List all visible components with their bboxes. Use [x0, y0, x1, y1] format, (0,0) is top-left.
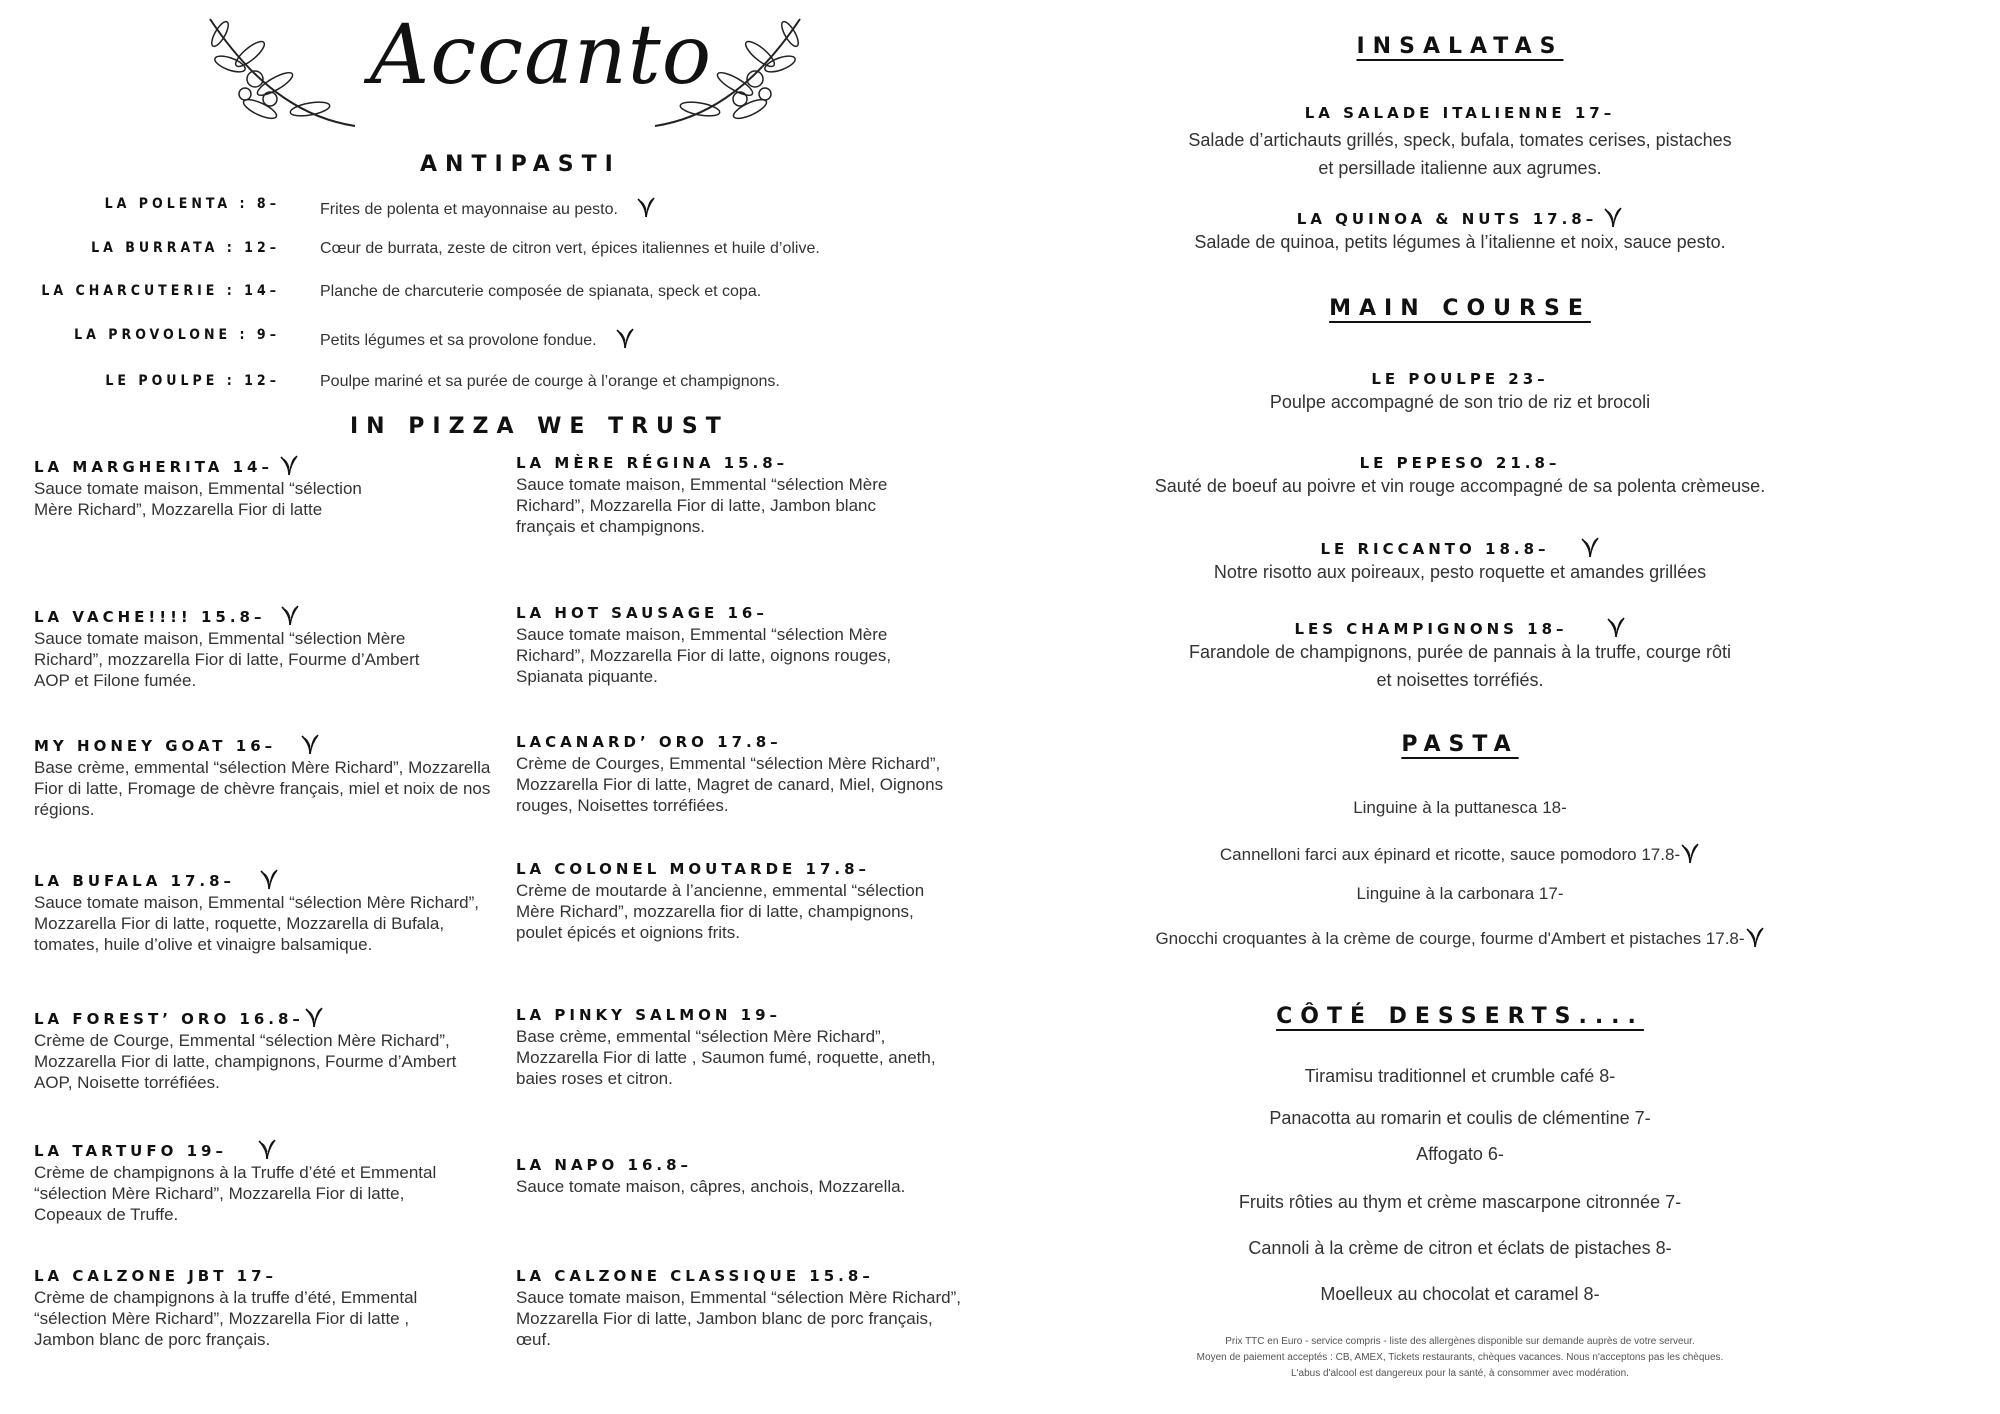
vegetarian-leaf-icon: [279, 454, 299, 476]
footer-notes: [1140, 1334, 1780, 1382]
pizza-name: LA HOT SAUSAGE 16–: [516, 604, 768, 622]
pizza-name: LA FOREST’ ORO 16.8–: [34, 1006, 494, 1028]
vegetarian-leaf-icon: [257, 1138, 277, 1160]
antipasti-item-name: LA CHARCUTERIE : 14–: [41, 283, 280, 299]
pizza-item: [34, 868, 494, 955]
pasta-item: Cannelloni farci aux épinard et ricotte, sauce pomodoro 17.8-: [1140, 842, 1780, 865]
dessert-item: Affogato 6-: [1416, 1144, 1504, 1164]
pizza-desc: Base crème, emmental “sélection Mère Richard”, Mozzarella Fior di latte, Fromage de chèvre français, miel et noix de nos régions.: [34, 758, 491, 819]
main-item: [1140, 536, 1780, 586]
pasta-title: PASTA: [1401, 732, 1519, 757]
pizza-item: [516, 454, 936, 537]
pizza-desc: Sauce tomate maison, Emmental “sélection Mère Richard”, Mozzarella Fior di latte, roquette, Mozzarella di Bufala, tomates, huile d’olive et vinaigre balsamique.: [34, 893, 480, 954]
pizza-name: LA BUFALA 17.8–: [34, 868, 494, 890]
footer-line: Moyen de paiement acceptés : CB, AMEX, Tickets restaurants, chèques vacances. Nous n'acceptons pas les chèques.: [1196, 1352, 1724, 1363]
olive-branch-left-icon: [190, 14, 360, 149]
dessert-item: Fruits rôties au thym et crème mascarpone citronnée 7-: [1238, 1192, 1682, 1212]
pasta-item: Linguine à la puttanesca 18-: [1353, 798, 1567, 817]
pizza-name: LA COLONEL MOUTARDE 17.8–: [516, 860, 871, 878]
pizza-desc: Sauce tomate maison, Emmental “sélection Mère Richard”, mozzarella Fior di latte, Fourme d’Ambert AOP et Filone fumée.: [34, 629, 420, 690]
pizza-desc: Sauce tomate maison, Emmental “sélection Mère Richard”, Mozzarella Fior di latte: [34, 479, 362, 519]
footer-line: L'abus d'alcool est dangereux pour la santé, à consommer avec modération.: [1291, 1368, 1629, 1379]
pizza-name: LACANARD’ ORO 17.8–: [516, 733, 782, 751]
insalata-item: [1140, 104, 1780, 182]
antipasti-item-name: LA PROVOLONE : 9–: [74, 327, 280, 343]
pizza-desc: Sauce tomate maison, Emmental “sélection Mère Richard”, Mozzarella Fior di latte, Jambon blanc français et champignons.: [516, 475, 888, 536]
main-desc: Notre risotto aux poireaux, pesto roquette et amandes grillées: [1213, 562, 1707, 582]
pizza-section-title: IN PIZZA WE TRUST: [350, 414, 729, 439]
main-course-title: MAIN COURSE: [1329, 296, 1591, 321]
pizza-item: [516, 733, 946, 816]
antipasti-item-name: LA BURRATA : 12–: [91, 240, 280, 256]
main-name: LE POULPE 23–: [1371, 370, 1549, 388]
vegetarian-leaf-icon: [615, 327, 635, 349]
antipasti-item-desc: Planche de charcuterie composée de spianata, speck et copa.: [320, 283, 762, 300]
vegetarian-leaf-icon: [300, 733, 320, 755]
pizza-item: [34, 1006, 494, 1093]
pizza-item: [516, 604, 936, 687]
main-item: [1140, 454, 1780, 500]
dessert-item: Panacotta au romarin et coulis de clémentine 7-: [1269, 1108, 1651, 1128]
vegetarian-leaf-icon: [1580, 536, 1600, 558]
pizza-item: [516, 860, 956, 943]
pizza-item: [34, 1138, 474, 1225]
pizza-desc: Base crème, emmental “sélection Mère Richard”, Mozzarella Fior di latte , Saumon fumé, roquette, aneth, baies roses et citron.: [516, 1027, 936, 1088]
vegetarian-leaf-icon: [1680, 842, 1700, 864]
antipasti-item-desc: Frites de polenta et mayonnaise au pesto.: [320, 196, 656, 219]
pizza-item: [516, 1156, 956, 1197]
pizza-item: [34, 733, 494, 820]
pizza-item: [34, 1267, 454, 1350]
main-item: [1140, 616, 1780, 694]
pizza-desc: Crème de Courges, Emmental “sélection Mère Richard”, Mozzarella Fior di latte, Magret de canard, Miel, Oignons rouges, Noisettes torréfiées.: [516, 754, 944, 815]
pizza-desc: Crème de champignons à la truffe d’été, Emmental “sélection Mère Richard”, Mozzarella Fior di latte , Jambon blanc de porc français.: [34, 1288, 418, 1349]
pizza-name: LA VACHE!!!! 15.8–: [34, 604, 434, 626]
pizza-name: MY HONEY GOAT 16–: [34, 733, 494, 755]
pasta-item: Gnocchi croquantes à la crème de courge, fourme d'Ambert et pistaches 17.8-: [1140, 926, 1780, 949]
dessert-item: Cannoli à la crème de citron et éclats de pistaches 8-: [1248, 1238, 1672, 1258]
main-name: LE RICCANTO 18.8–: [1140, 536, 1780, 558]
vegetarian-leaf-icon: [1603, 206, 1623, 228]
pizza-item: [516, 1267, 966, 1350]
pizza-name: LA MARGHERITA 14–: [34, 454, 374, 476]
antipasti-item-desc: Petits légumes et sa provolone fondue.: [320, 327, 635, 350]
antipasti-item-desc: Poulpe mariné et sa purée de courge à l’orange et champignons.: [320, 373, 780, 390]
vegetarian-leaf-icon: [636, 196, 656, 218]
vegetarian-leaf-icon: [1606, 616, 1626, 638]
pizza-name: LA MÈRE RÉGINA 15.8–: [516, 454, 789, 472]
pizza-desc: Sauce tomate maison, câpres, anchois, Mozzarella.: [516, 1177, 906, 1196]
dessert-item: Moelleux au chocolat et caramel 8-: [1320, 1284, 1600, 1304]
pizza-desc: Crème de champignons à la Truffe d’été et Emmental “sélection Mère Richard”, Mozzarella Fior di latte, Copeaux de Truffe.: [34, 1163, 437, 1224]
pizza-desc: Sauce tomate maison, Emmental “sélection Mère Richard”, Mozzarella Fior di latte, Jambon blanc de porc français, œuf.: [516, 1288, 962, 1349]
pizza-desc: Crème de Courge, Emmental “sélection Mère Richard”, Mozzarella Fior di latte, champignons, Fourme d’Ambert AOP, Noisette torréfiées.: [34, 1031, 457, 1092]
antipasti-item-name: LA POLENTA : 8–: [104, 196, 280, 212]
vegetarian-leaf-icon: [259, 868, 279, 890]
pizza-item: [34, 454, 374, 520]
insalata-name: LA SALADE ITALIENNE 17–: [1304, 104, 1616, 122]
pizza-name: LA PINKY SALMON 19–: [516, 1006, 782, 1024]
pizza-name: LA CALZONE JBT 17–: [34, 1267, 278, 1285]
antipasti-item-desc: Cœur de burrata, zeste de citron vert, épices italiennes et huile d’olive.: [320, 240, 820, 257]
main-name: LE PEPESO 21.8–: [1359, 454, 1561, 472]
main-item: [1140, 370, 1780, 416]
main-name: LES CHAMPIGNONS 18–: [1140, 616, 1780, 638]
dessert-item: Tiramisu traditionnel et crumble café 8-: [1304, 1066, 1616, 1086]
main-desc: Farandole de champignons, purée de pannais à la truffe, courge rôti et noisettes torréfiés.: [1188, 642, 1732, 690]
pizza-name: LA TARTUFO 19–: [34, 1138, 474, 1160]
antipasti-item-name: LE POULPE : 12–: [105, 373, 280, 389]
insalata-item: [1140, 206, 1780, 256]
insalatas-title: INSALATAS: [1356, 34, 1564, 59]
pasta-item: Linguine à la carbonara 17-: [1356, 884, 1564, 903]
pizza-name: LA CALZONE CLASSIQUE 15.8–: [516, 1267, 874, 1285]
pizza-item: [34, 604, 434, 691]
pizza-desc: Sauce tomate maison, Emmental “sélection Mère Richard”, Mozzarella Fior di latte, oignons rouges, Spianata piquante.: [516, 625, 892, 686]
vegetarian-leaf-icon: [280, 604, 300, 626]
vegetarian-leaf-icon: [304, 1006, 324, 1028]
vegetarian-leaf-icon: [1745, 926, 1765, 948]
insalata-desc: Salade de quinoa, petits légumes à l’italienne et noix, sauce pesto.: [1194, 232, 1726, 252]
insalata-name: LA QUINOA & NUTS 17.8–: [1140, 206, 1780, 228]
pizza-desc: Crème de moutarde à l’ancienne, emmental “sélection Mère Richard”, mozzarella fior di latte, champignons, poulet épicés et oignions frits.: [516, 881, 925, 942]
insalata-desc: Salade d’artichauts grillés, speck, bufala, tomates cerises, pistaches et persillade italienne aux agrumes.: [1188, 130, 1732, 178]
antipasti-title: ANTIPASTI: [420, 152, 621, 177]
main-desc: Sauté de boeuf au poivre et vin rouge accompagné de sa polenta crèmeuse.: [1154, 476, 1766, 496]
footer-line: Prix TTC en Euro - service compris - liste des allergènes disponible sur demande auprès de votre serveur.: [1225, 1336, 1695, 1347]
desserts-title: CÔTÉ DESSERTS....: [1276, 1004, 1644, 1029]
pizza-item: [516, 1006, 956, 1089]
main-desc: Poulpe accompagné de son trio de riz et brocoli: [1269, 392, 1651, 412]
pizza-name: LA NAPO 16.8–: [516, 1156, 693, 1174]
brand-logo-text: Accanto: [370, 8, 713, 103]
